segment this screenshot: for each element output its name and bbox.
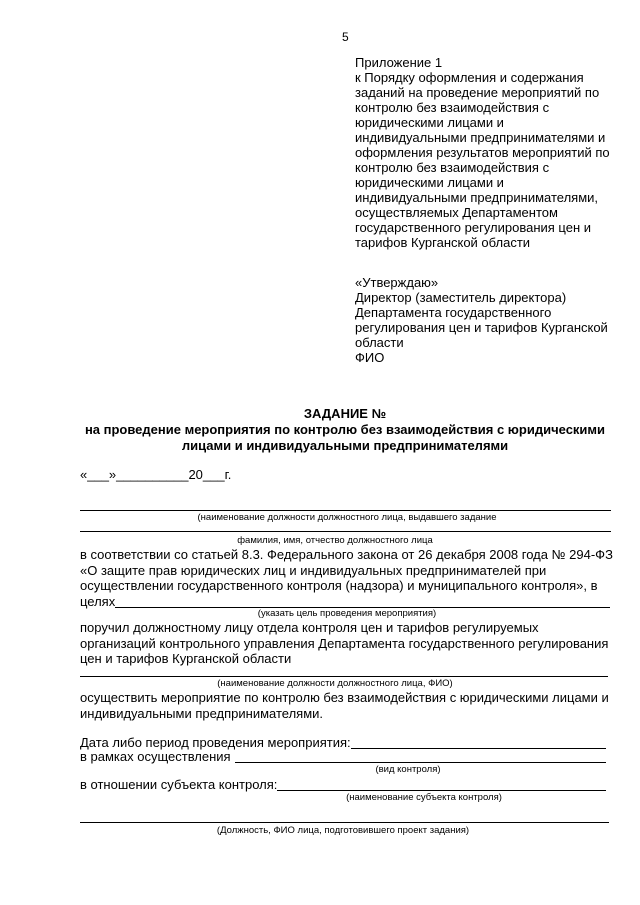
- appendix-line: оформления результатов мероприятий по: [355, 145, 610, 160]
- basis-line: «О защите прав юридических лиц и индивидуальных предпринимателей при: [80, 562, 547, 578]
- appendix-line: тарифов Курганской области: [355, 235, 531, 250]
- action-line: осуществить мероприятие по контролю без взаимодействия с юридическими лицами и: [80, 690, 609, 705]
- appendix-line: государственного регулирования цен и: [355, 220, 592, 235]
- period-label: Дата либо период проведения мероприятия:: [80, 735, 351, 750]
- approval-line: Департамента государственного: [355, 305, 552, 320]
- assignee-caption: (наименование должности должностного лица, ФИО): [217, 678, 453, 689]
- purpose-row: [80, 594, 610, 609]
- issuer-position-line: [80, 510, 611, 511]
- control-label: в рамках осуществления: [80, 749, 231, 764]
- approval-line: «Утверждаю»: [355, 275, 439, 290]
- issuer-name-line: [80, 531, 611, 532]
- basis-line: осуществлении государственного контроля (надзора) и муниципального контроля», в: [80, 578, 598, 593]
- assignee-line: цен и тарифов Курганской области: [80, 651, 292, 666]
- action-paragraph: [80, 690, 609, 721]
- preparer-caption: (Должность, ФИО лица, подготовившего проект задания): [216, 825, 470, 836]
- date-line: «___»__________20___г.: [80, 467, 232, 482]
- issuer-position-caption: (наименование должности должностного лица, выдавшего задание: [197, 512, 497, 523]
- appendix-line: заданий на проведение мероприятий по: [355, 85, 600, 100]
- control-row: [80, 749, 606, 764]
- basis-line: в соответствии со статьей 8.3. Федерального закона от 26 декабря 2008 года № 294-ФЗ: [80, 547, 613, 562]
- title-heading: ЗАДАНИЕ №: [303, 406, 387, 421]
- appendix-line: осуществляемых Департаментом: [355, 205, 558, 220]
- preparer-line: [80, 822, 609, 823]
- assignee-line: поручил должностному лицу отдела контроля цен и тарифов регулируемых: [80, 620, 539, 635]
- document-title: [60, 406, 630, 454]
- control-caption: (вид контроля): [375, 764, 441, 775]
- approval-line: Директор (заместитель директора): [355, 290, 567, 305]
- basis-paragraph: [80, 547, 613, 594]
- appendix-line: индивидуальными предпринимателями,: [355, 190, 599, 205]
- approval-line: области: [355, 335, 404, 350]
- approval-line: ФИО: [355, 350, 385, 365]
- subject-label: в отношении субъекта контроля:: [80, 777, 278, 792]
- period-row: [80, 735, 606, 750]
- assignee-paragraph: [80, 620, 608, 667]
- appendix-line: контролю без взаимодействия с: [355, 100, 550, 115]
- appendix-line: Приложение 1: [355, 55, 443, 70]
- purpose-label: целях: [80, 594, 116, 609]
- appendix-line: юридическими лицами и: [355, 115, 504, 130]
- approval-line: регулирования цен и тарифов Курганской: [355, 320, 608, 335]
- subject-caption: (наименование субъекта контроля): [346, 792, 502, 803]
- action-line: индивидуальными предпринимателями.: [80, 705, 324, 721]
- appendix-line: индивидуальными предпринимателями и: [355, 130, 606, 145]
- purpose-caption: (указать цель проведения мероприятия): [257, 608, 437, 619]
- subject-blank: [277, 777, 606, 791]
- period-blank: [351, 735, 606, 749]
- appendix-line: юридическими лицами и: [355, 175, 504, 190]
- purpose-blank: [115, 594, 610, 608]
- issuer-name-caption: фамилия, имя, отчество должностного лица: [237, 535, 433, 546]
- appendix-line: к Порядку оформления и содержания: [355, 70, 584, 85]
- assignee-line-blank: [80, 676, 608, 677]
- appendix-block: [355, 55, 610, 250]
- title-subtitle-line: на проведение мероприятия по контролю без взаимодействия с юридическими: [84, 422, 606, 437]
- page-number: 5: [342, 30, 349, 44]
- assignee-line: организаций контрольного управления Департамента государственного регулирования: [80, 635, 609, 651]
- subject-row: [80, 777, 606, 792]
- control-blank: [235, 749, 606, 763]
- title-subtitle-line: лицами и индивидуальными предпринимателями: [181, 438, 509, 453]
- appendix-line: контролю без взаимодействия с: [355, 160, 550, 175]
- approval-block: [355, 275, 608, 365]
